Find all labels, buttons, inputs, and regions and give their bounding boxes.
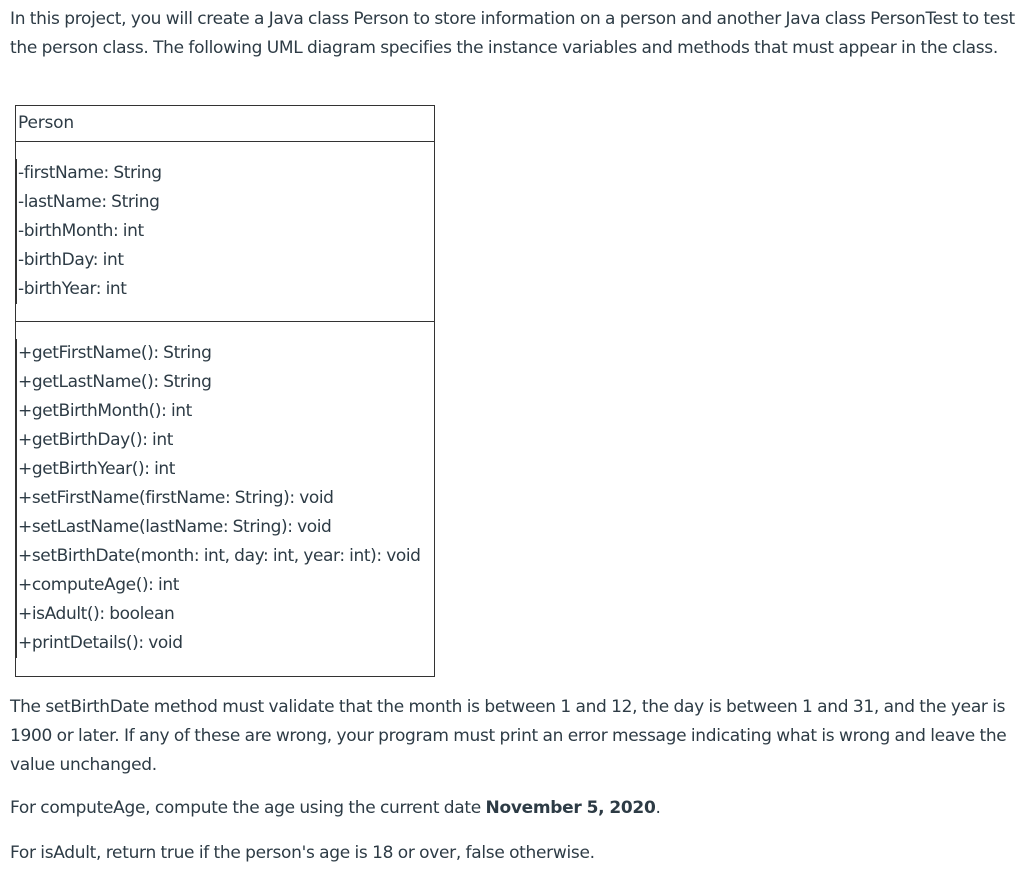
assignment-content [10, 5, 1016, 863]
uml-attributes-section [16, 142, 434, 322]
uml-method: +getBirthMonth(): int [16, 397, 434, 426]
uml-attribute: -firstName: String [16, 159, 434, 188]
uml-attribute: -lastName: String [16, 188, 434, 217]
uml-method: +computeAge(): int [16, 571, 434, 600]
compute-age-text: For computeAge, compute the age using the current date [10, 798, 486, 818]
uml-method: +getBirthYear(): int [16, 455, 434, 484]
compute-age-period: . [655, 798, 661, 818]
uml-method: +getBirthDay(): int [16, 426, 434, 455]
uml-method: +setBirthDate(month: int, day: int, year: int): void [16, 542, 434, 571]
uml-methods-section [16, 322, 434, 676]
uml-method: +getLastName(): String [16, 368, 434, 397]
uml-attribute: -birthMonth: int [16, 217, 434, 246]
uml-attribute: -birthDay: int [16, 246, 434, 275]
uml-method: +setFirstName(firstName: String): void [16, 484, 434, 513]
compute-age-paragraph [10, 794, 661, 823]
uml-class-name: Person [16, 106, 434, 142]
uml-method: +isAdult(): boolean [16, 600, 434, 629]
uml-class-diagram [15, 105, 435, 677]
is-adult-paragraph: For isAdult, return true if the person's age is 18 or over, false otherwise. [10, 843, 595, 863]
uml-attribute: -birthYear: int [16, 275, 434, 304]
uml-method: +getFirstName(): String [16, 339, 434, 368]
uml-method: +printDetails(): void [16, 629, 434, 658]
current-date: November 5, 2020 [485, 798, 656, 818]
intro-paragraph: In this project, you will create a Java class Person to store information on a person and another Java class PersonTest to test the person class. The following UML diagram specifies the instance variables and methods that must appear in the class. [10, 9, 1015, 58]
uml-method: +setLastName(lastName: String): void [16, 513, 434, 542]
validation-paragraph: The setBirthDate method must validate that the month is between 1 and 12, the day is between 1 and 31, and the year is 1900 or later. If any of these are wrong, your program must print an error message indicating what is wrong and leave the value unchanged. [10, 697, 1007, 775]
